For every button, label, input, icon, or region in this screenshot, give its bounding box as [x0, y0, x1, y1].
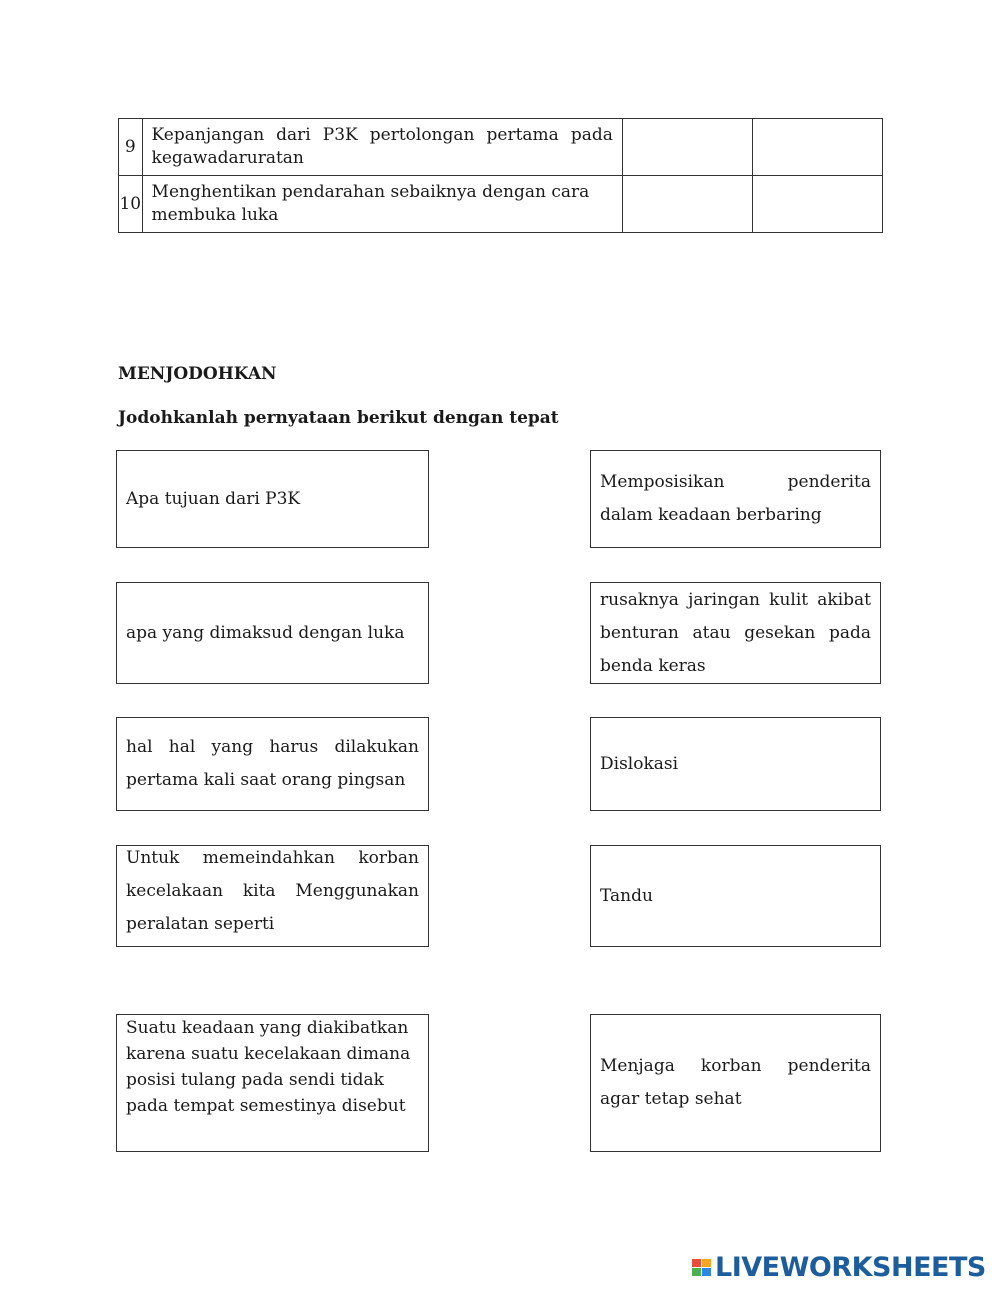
match-right-box-3[interactable] [590, 717, 881, 811]
match-left-text: Untuk memeindahkan korban kecelakaan kita Menggunakan peralatan seperti [126, 848, 419, 934]
match-right-box-5[interactable] [590, 1014, 881, 1152]
section-title: MENJODOHKAN [118, 364, 277, 384]
answer-cell-a[interactable] [622, 176, 752, 233]
match-left-box-2[interactable] [116, 582, 429, 684]
answer-cell-b[interactable] [752, 176, 882, 233]
match-right-text: Dislokasi [600, 753, 679, 774]
match-right-box-1[interactable] [590, 450, 881, 548]
logo-text: LIVEWORKSHEETS [715, 1252, 986, 1283]
match-left-text: apa yang dimaksud dengan luka [126, 622, 405, 643]
match-left-text: Suatu keadaan yang diakibatkan karena suatu kecelakaan dimana posisi tulang pada sendi tidak pada tempat semestinya disebut [126, 1018, 411, 1116]
liveworksheets-logo [692, 1252, 986, 1283]
match-right-text: rusaknya jaringan kulit akibat benturan atau gesekan pada benda keras [600, 589, 871, 676]
question-number: 9 [119, 119, 143, 176]
match-left-box-3[interactable] [116, 717, 429, 811]
logo-mark-icon [692, 1259, 711, 1276]
answer-cell-a[interactable] [622, 119, 752, 176]
match-left-box-4[interactable] [116, 845, 429, 947]
table-row [119, 119, 883, 176]
match-right-text: Tandu [600, 885, 653, 906]
match-left-box-1[interactable] [116, 450, 429, 548]
question-number: 10 [119, 176, 143, 233]
match-right-text: Memposisikan penderita dalam keadaan berbaring [600, 472, 871, 525]
match-left-text: Apa tujuan dari P3K [126, 488, 301, 509]
question-text: Menghentikan pendarahan sebaiknya dengan cara membuka luka [142, 176, 622, 233]
match-right-box-4[interactable] [590, 845, 881, 947]
table-row [119, 176, 883, 233]
answer-cell-b[interactable] [752, 119, 882, 176]
match-left-box-5[interactable] [116, 1014, 429, 1152]
question-text: Kepanjangan dari P3K pertolongan pertama pada kegawadaruratan [142, 119, 622, 176]
instruction-text: Jodohkanlah pernyataan berikut dengan tepat [118, 408, 559, 428]
match-right-text: Menjaga korban penderita agar tetap sehat [600, 1056, 871, 1109]
match-right-box-2[interactable] [590, 582, 881, 684]
questions-table [118, 118, 883, 233]
match-left-text: hal hal yang harus dilakukan pertama kali saat orang pingsan [126, 737, 419, 790]
